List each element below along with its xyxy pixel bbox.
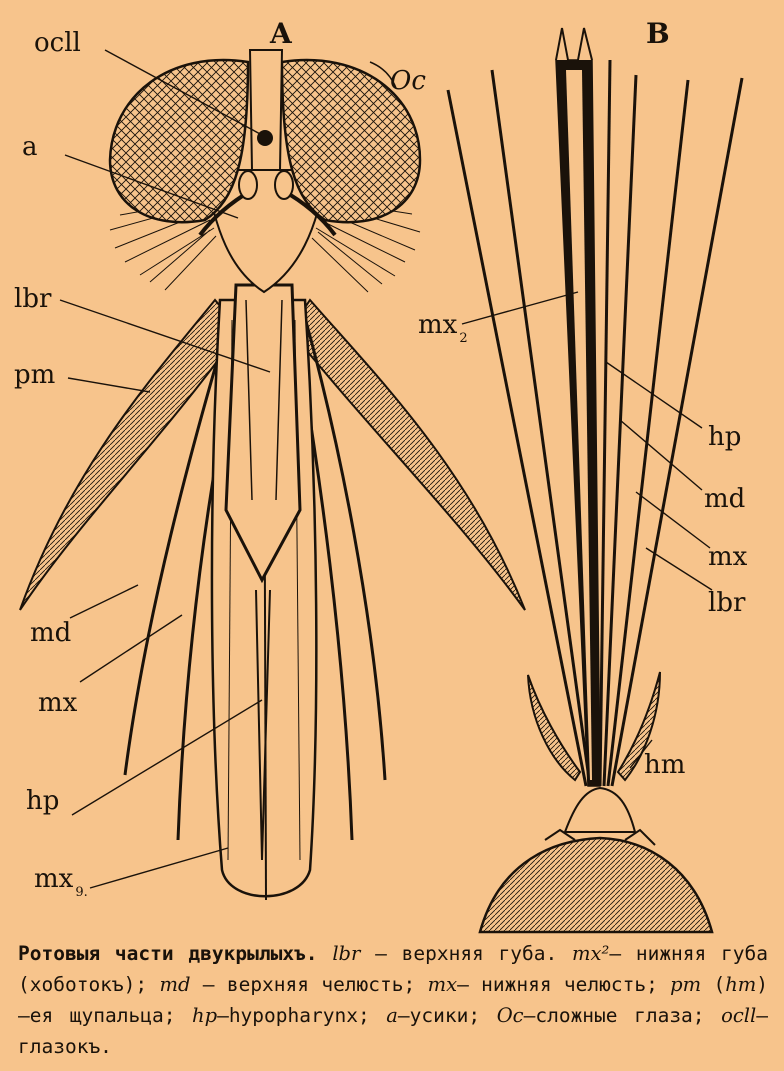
label-pm: pm <box>14 360 56 390</box>
caption-text: —сложные глаза; <box>523 1004 705 1027</box>
head-base <box>480 838 712 932</box>
label-hp-a: hp <box>26 786 60 816</box>
figure-a-drawing <box>20 50 525 900</box>
label-lbr-a: lbr <box>14 284 52 314</box>
caption-term: pm <box>670 973 702 996</box>
label-hp-b: hp <box>708 422 742 452</box>
caption-text: — верхняя губа. <box>375 942 558 965</box>
label-mx-b: mx <box>708 542 748 572</box>
caption-text: —ея щупальца; <box>18 1004 176 1027</box>
caption-term: Oc <box>496 1004 524 1027</box>
label-ocll: ocll <box>34 28 81 58</box>
figure-b-title: B <box>646 17 670 50</box>
caption-text: — нижняя губа (хоботокъ); <box>18 942 768 996</box>
label-lbr-b: lbr <box>708 588 746 618</box>
label-mx-a: mx <box>38 688 78 718</box>
caption-term: md <box>159 973 191 996</box>
label-oc: Oc <box>390 66 426 96</box>
frontal-strip <box>250 50 282 170</box>
caption-text: —усики; <box>397 1004 481 1027</box>
caption-term: lbr <box>332 942 361 965</box>
palp-left <box>20 300 240 610</box>
label-md-a: md <box>30 618 72 648</box>
palp-b-left <box>528 675 580 780</box>
compound-eye-left <box>110 60 248 222</box>
label-mx2-b: mx $_2$ <box>418 310 468 346</box>
label-md-b: md <box>704 484 746 514</box>
caption-text: —глазокъ. <box>18 1004 769 1058</box>
figure-b-drawing <box>448 28 742 932</box>
palp-right <box>290 300 525 610</box>
label-a: a <box>22 132 38 162</box>
caption-term: hp <box>192 1004 218 1027</box>
caption-term: hm <box>725 973 757 996</box>
caption-title: Ротовыя части двукрылыхъ. <box>18 942 318 965</box>
caption-text: —hypopharynx; <box>217 1004 370 1027</box>
caption-term: a <box>386 1004 398 1027</box>
caption-text: — нижняя челюсть; <box>457 973 658 996</box>
caption-text: — верхняя челюсть; <box>202 973 416 996</box>
figure-a-title: A <box>270 17 292 50</box>
caption-term: mx² <box>572 942 610 965</box>
figure-caption: Ротовыя части двукрылыхъ. lbr — верхняя губа. mx²— нижняя губа (хоботокъ); md — верхняя челюсть; mx— нижняя челюсть; pm (hm)—ея щупальца; hp—hypopharynx; a—усики; Oc—сложные глаза; ocll—глазокъ. <box>18 942 769 1058</box>
label-mx2-a: mx $_{9.}$ <box>34 864 88 900</box>
ocellus <box>257 130 273 146</box>
label-hm: hm <box>644 750 686 780</box>
caption-term: mx <box>427 973 458 996</box>
caption-term: ocll <box>721 1004 757 1027</box>
